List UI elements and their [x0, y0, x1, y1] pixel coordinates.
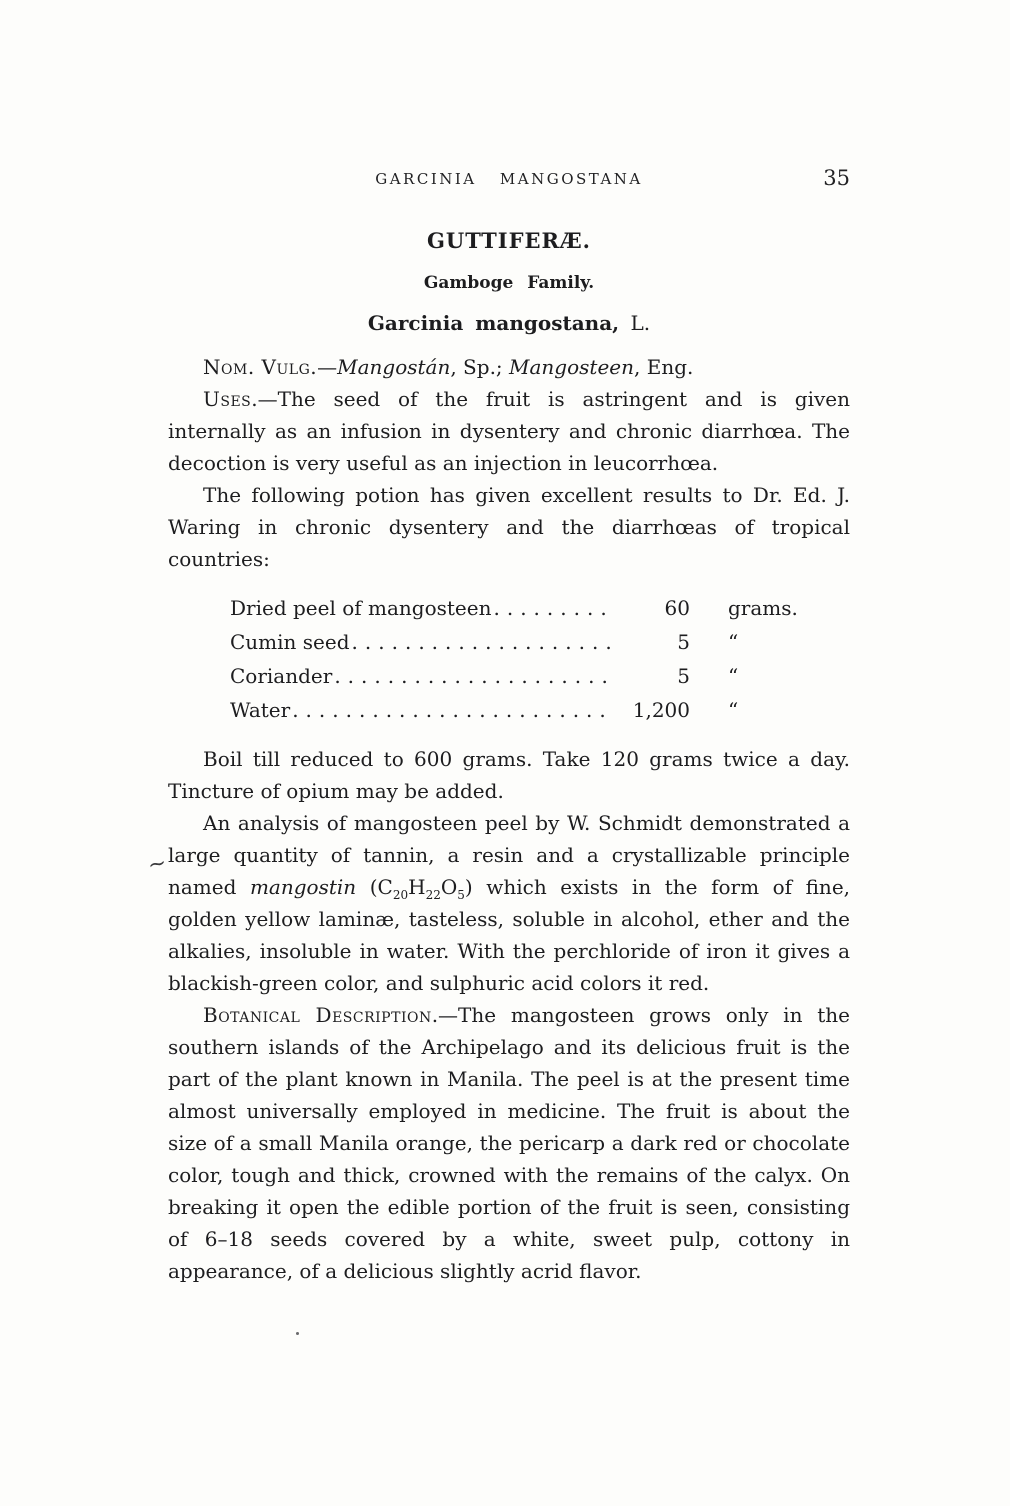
text-segment: —: [317, 355, 338, 379]
unit: “: [728, 664, 739, 688]
unit: “: [728, 630, 739, 654]
family-common-name: Gamboge Family.: [423, 273, 595, 293]
paragraph-uses: [168, 383, 850, 479]
page-content: [168, 166, 851, 1287]
text-segment: H: [408, 875, 426, 899]
species-name: Garcinia mangostana,: [367, 311, 620, 335]
species-heading: [168, 311, 850, 335]
text-segment: ) which exists in the form of fine, golden yellow laminæ, tasteless, soluble in alcohol, ether and the alkalies, insoluble in water. With the perchloride of iron it gives a blackish-green color, and sulphuric acid colors it red.: [168, 875, 851, 995]
text-segment: .—The seed of the fruit is astringent and is given internally as an infusion in dysentery and chronic diarrhœa. The decoction is very useful as an injection in leucorrhœa.: [168, 387, 850, 475]
running-title: GARCINIA MANGOSTANA: [375, 170, 643, 188]
recipe-row: [230, 625, 790, 659]
unit: grams.: [728, 596, 798, 620]
ingredient-name: Cumin seed: [230, 630, 350, 654]
paragraph-botanical-description: [168, 999, 850, 1287]
recipe-table: [230, 591, 798, 727]
quantity: 5: [677, 630, 690, 654]
scan-speck: [296, 1332, 299, 1335]
ingredient-name: Coriander: [230, 664, 333, 688]
page-number: 35: [823, 166, 850, 190]
text-segment: , Eng.: [634, 355, 694, 379]
text-segment: (C: [356, 875, 393, 899]
text-segment-sub: 22: [425, 888, 441, 902]
running-header: [168, 166, 850, 190]
paragraph-analysis: [168, 807, 850, 999]
dot-leader: [352, 625, 610, 659]
quantity: 60: [664, 596, 690, 620]
paragraph-potion-intro: [168, 479, 850, 575]
text-segment-sub: 20: [392, 888, 409, 902]
paragraph-dosage: [168, 743, 850, 807]
text-segment-italic: Mangostán: [337, 355, 451, 379]
recipe-row: [230, 693, 790, 727]
pencil-margin-mark: ~: [145, 850, 169, 879]
ingredient-name: Water: [230, 698, 291, 722]
recipe-row: [230, 659, 790, 693]
text-segment: Boil till reduced to 600 grams. Take 120 grams twice a day. Tincture of opium may be added.: [168, 747, 850, 803]
text-segment: The following potion has given excellent results to Dr. Ed. J. Waring in chronic dysentery and the diarrhœas of tropical countries:: [168, 483, 850, 571]
recipe-row: [230, 591, 798, 625]
text-segment-smallcaps: Uses: [203, 387, 252, 411]
species-author: L.: [619, 311, 651, 335]
text-segment-smallcaps: Botanical Description: [203, 1003, 432, 1027]
text-segment-italic: mangostin: [249, 875, 357, 899]
text-segment: An analysis of mangosteen peel by W. Schmidt demonstrated a large quantity of tannin, a resin and a crystallizable principle named: [168, 811, 850, 899]
quantity: 1,200: [632, 698, 690, 722]
quantity: 5: [677, 664, 690, 688]
unit: “: [728, 698, 739, 722]
text-segment-sub: 5: [457, 888, 465, 902]
text-segment: O: [440, 875, 458, 899]
family-title: GUTTIFERÆ.: [427, 228, 591, 253]
dot-leader: [334, 659, 610, 693]
text-segment-italic: Mangosteen: [509, 355, 634, 379]
body-text: [168, 351, 850, 1287]
text-segment: , Sp.;: [450, 355, 510, 379]
ingredient-name: Dried peel of mangosteen: [230, 596, 492, 620]
dot-leader: [493, 591, 610, 625]
text-segment-smallcaps: Nom. Vulg.: [203, 355, 318, 379]
dot-leader: [292, 693, 610, 727]
text-segment: .—The mangosteen grows only in the southern islands of the Archipelago and its delicious fruit is the part of the plant known in Manila. The peel is at the present time almost universally employed in medicine. The fruit is about the size of a small Manila orange, the pericarp a dark red or chocolate color, tough and thick, crowned with the remains of the calyx. On breaking it open the edible portion of the fruit is seen, consisting of 6–18 seeds covered by a white, sweet pulp, cottony in appearance, of a delicious slightly acrid flavor.: [168, 1003, 850, 1283]
paragraph-nom-vulg: [168, 351, 850, 383]
